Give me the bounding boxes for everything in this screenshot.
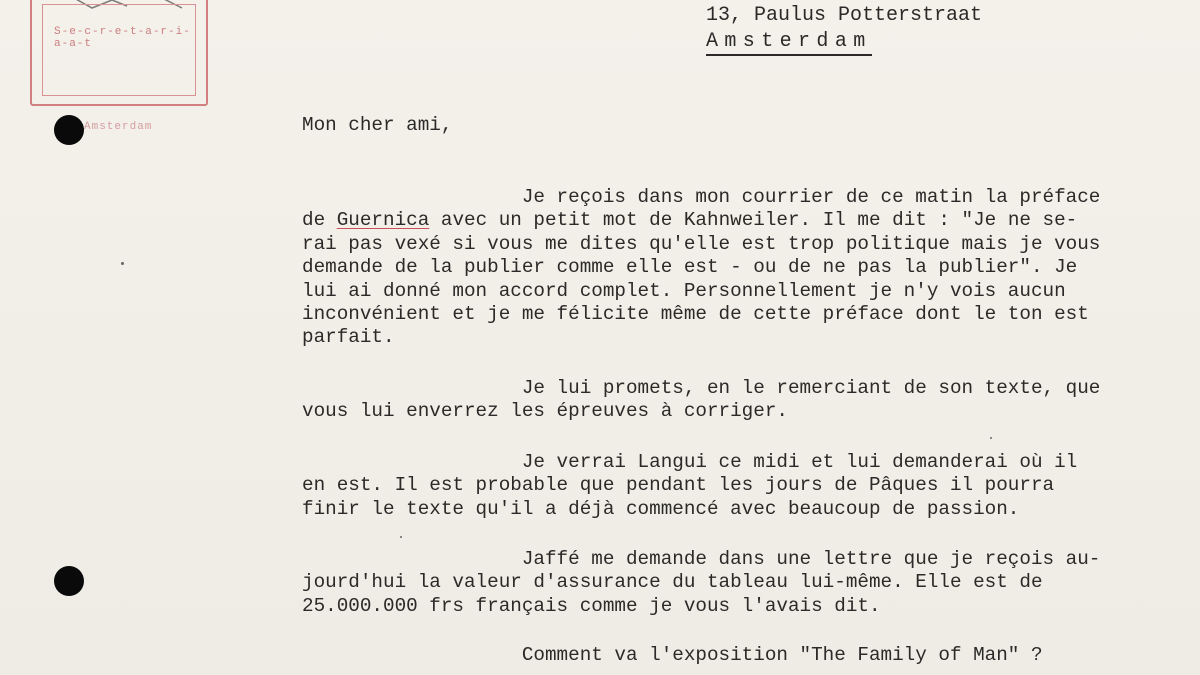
punch-hole-bottom (54, 566, 84, 596)
paragraph-4 (302, 548, 1100, 618)
stamp-inner-frame (42, 4, 196, 96)
paragraph-line: inconvénient et je me félicite même de cette préface dont le ton est (302, 303, 1089, 326)
paragraph-1 (302, 186, 1100, 350)
address-street: 13, Paulus Potterstraat (706, 4, 983, 27)
punch-hole-top (54, 115, 84, 145)
paragraph-line: Jaffé me demande dans une lettre que je reçois au- (302, 548, 1101, 570)
paragraph-line: Comment va l'exposition "The Family of Man" ? (302, 644, 1043, 666)
paragraph-line: Je lui promets, en le remerciant de son texte, que (302, 377, 1101, 399)
paragraph-line: en est. Il est probable que pendant les jours de Pâques il pourra (302, 474, 1055, 497)
paragraph-5 (302, 644, 1043, 667)
paragraph-line: demande de la publier comme elle est - ou de ne pas la publier". Je (302, 256, 1078, 279)
paragraph-2 (302, 377, 1100, 424)
red-stamp (30, 0, 208, 106)
paragraph-line: avec un petit mot de Kahnweiler. Il me dit : "Je ne se- (429, 209, 1078, 232)
paragraph-line: de (302, 209, 337, 232)
paragraph-line: parfait. (302, 326, 395, 349)
paragraph-line: finir le texte qu'il a déjà commencé avec beaucoup de passion. (302, 497, 1020, 520)
paper-speck (990, 437, 992, 439)
address-city: Amsterdam (706, 30, 872, 56)
stamp-text: S-e-c-r-e-t-a-r-i-a-a-t (54, 26, 191, 50)
paragraph-line: lui ai donné mon accord complet. Personnellement je n'y vois aucun (302, 279, 1066, 302)
paper-speck (400, 536, 402, 538)
paragraph-line: rai pas vexé si vous me dites qu'elle est trop politique mais je vous (302, 232, 1101, 255)
paragraph-line: vous lui enverrez les épreuves à corriger. (302, 400, 788, 423)
paper-speck (121, 262, 124, 265)
letter-greeting: Mon cher ami, (302, 114, 453, 136)
paragraph-line: Je reçois dans mon courrier de ce matin la préface (302, 186, 1101, 208)
guernica-title: Guernica (336, 209, 430, 232)
paragraph-3 (302, 451, 1077, 521)
paragraph-line: jourd'hui la valeur d'assurance du tableau lui-même. Elle est de (302, 571, 1043, 594)
paragraph-line: Je verrai Langui ce midi et lui demanderai où il (302, 451, 1078, 473)
paragraph-line: 25.000.000 frs français comme je vous l'avais dit. (302, 594, 881, 617)
stamp-city: Amsterdam (84, 121, 153, 133)
